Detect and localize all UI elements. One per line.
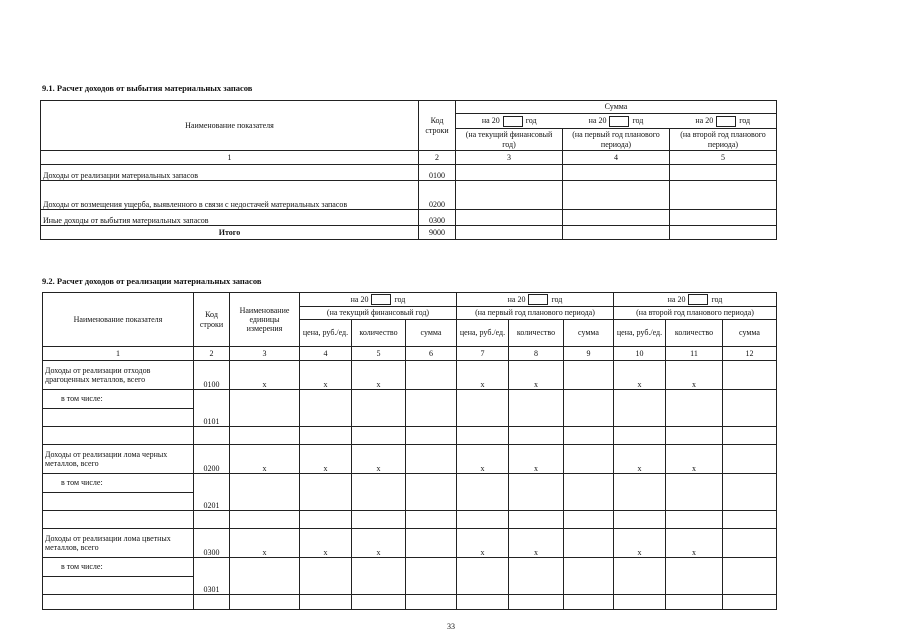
x-mark: x — [300, 361, 352, 390]
t2-cell[interactable] — [723, 390, 777, 427]
t2-cell[interactable] — [300, 558, 352, 595]
t2-cell[interactable] — [564, 427, 614, 445]
year-input-box[interactable] — [371, 294, 391, 305]
t2-sub-label: в том числе: — [43, 558, 194, 577]
t1-colnum: 5 — [670, 151, 777, 165]
t2-cell[interactable] — [230, 390, 300, 427]
t2-cell[interactable] — [194, 511, 230, 529]
t2-cell[interactable] — [300, 390, 352, 427]
t1-header-code: Код строки — [419, 101, 456, 151]
t2-h-price: цена, руб./ед. — [300, 320, 352, 347]
t2-cell[interactable] — [300, 511, 352, 529]
x-mark: x — [666, 529, 723, 558]
t2-cell[interactable] — [457, 390, 509, 427]
t2-cell[interactable] — [457, 511, 509, 529]
section-9-2-title: 9.2. Расчет доходов от реализации материальных запасов — [42, 276, 262, 286]
t2-cell[interactable] — [564, 558, 614, 595]
year-input-box[interactable] — [503, 116, 523, 127]
t2-colnum: 8 — [509, 347, 564, 361]
t2-cell[interactable] — [194, 595, 230, 610]
t2-colnum: 9 — [564, 347, 614, 361]
x-mark: x — [352, 361, 406, 390]
t1-period-1: (на текущий финансовый год) — [456, 129, 563, 151]
t2-header-code: Код строки — [194, 293, 230, 347]
table-9-1 — [40, 100, 777, 240]
t2-h-qty: количество — [509, 320, 564, 347]
t2-cell[interactable] — [300, 474, 352, 511]
x-mark: x — [509, 529, 564, 558]
t2-cell[interactable] — [300, 595, 352, 610]
t2-h-price: цена, руб./ед. — [614, 320, 666, 347]
t2-cell[interactable] — [43, 595, 194, 610]
t2-cell[interactable] — [194, 427, 230, 445]
t2-cell[interactable] — [723, 427, 777, 445]
t1-cell[interactable] — [563, 226, 670, 240]
x-mark: x — [614, 361, 666, 390]
t2-row-code: 0201 — [194, 474, 230, 511]
t2-cell[interactable] — [457, 595, 509, 610]
t2-cell[interactable] — [352, 595, 406, 610]
t2-header-unit: Наименование единицы измерения — [230, 293, 300, 347]
t2-header-name: Наименование показателя — [43, 293, 194, 347]
t2-year-2: на 20 год — [457, 293, 614, 307]
year-input-box[interactable] — [609, 116, 629, 127]
t2-cell[interactable] — [406, 474, 457, 511]
t1-cell[interactable] — [563, 181, 670, 210]
t2-cell[interactable] — [614, 558, 666, 595]
t2-cell[interactable] — [352, 511, 406, 529]
t2-cell[interactable] — [666, 474, 723, 511]
t2-cell[interactable] — [230, 558, 300, 595]
t2-colnum: 3 — [230, 347, 300, 361]
t2-cell[interactable] — [457, 558, 509, 595]
page-number: 33 — [447, 622, 455, 631]
year-input-box[interactable] — [688, 294, 708, 305]
t2-row-name: Доходы от реализации лома черных металлов, всего — [43, 445, 194, 474]
t2-colnum: 1 — [43, 347, 194, 361]
t2-h-qty: количество — [666, 320, 723, 347]
x-mark: x — [300, 529, 352, 558]
t2-cell[interactable] — [614, 390, 666, 427]
t1-period-3: (на второй год планового периода) — [670, 129, 777, 151]
t1-row-name: Иные доходы от выбытия материальных запасов — [41, 210, 419, 226]
t2-colnum: 5 — [352, 347, 406, 361]
t1-colnum: 2 — [419, 151, 456, 165]
t2-cell[interactable] — [406, 511, 457, 529]
t2-cell[interactable] — [406, 361, 457, 390]
t2-cell[interactable] — [564, 390, 614, 427]
t2-cell[interactable] — [457, 427, 509, 445]
t1-cell[interactable] — [563, 165, 670, 181]
t1-header-sum: Сумма — [456, 101, 777, 114]
t1-row-code: 0100 — [419, 165, 456, 181]
x-mark: x — [352, 529, 406, 558]
t2-row-code: 0301 — [194, 558, 230, 595]
t2-cell[interactable] — [723, 474, 777, 511]
x-mark: x — [230, 361, 300, 390]
t2-cell[interactable] — [300, 427, 352, 445]
t2-cell[interactable] — [509, 390, 564, 427]
t2-cell[interactable] — [564, 511, 614, 529]
table-9-2 — [42, 292, 777, 610]
x-mark: x — [457, 445, 509, 474]
t2-cell[interactable] — [43, 577, 194, 595]
t1-period-2: (на первый год планового периода) — [563, 129, 670, 151]
t2-row-code: 0200 — [194, 445, 230, 474]
t2-h-sum: сумма — [406, 320, 457, 347]
t2-cell[interactable] — [406, 529, 457, 558]
t1-cell[interactable] — [670, 181, 777, 210]
t2-sub-label: в том числе: — [43, 474, 194, 493]
t1-cell[interactable] — [456, 165, 563, 181]
t2-row-code: 0100 — [194, 361, 230, 390]
t2-colnum: 4 — [300, 347, 352, 361]
t1-cell[interactable] — [670, 165, 777, 181]
t2-cell[interactable] — [406, 595, 457, 610]
t2-cell[interactable] — [723, 361, 777, 390]
t2-h-price: цена, руб./ед. — [457, 320, 509, 347]
t1-row-name: Доходы от реализации материальных запасов — [41, 165, 419, 181]
t2-row-name: Доходы от реализации лома цветных металлов, всего — [43, 529, 194, 558]
x-mark: x — [666, 361, 723, 390]
t2-colnum: 11 — [666, 347, 723, 361]
t1-colnum: 1 — [41, 151, 419, 165]
t2-h-qty: количество — [352, 320, 406, 347]
t1-row-code: 0300 — [419, 210, 456, 226]
t1-year-3: на 20 год — [670, 114, 777, 129]
t2-period-3: (на второй год планового периода) — [614, 307, 777, 320]
x-mark: x — [457, 361, 509, 390]
t2-cell[interactable] — [666, 511, 723, 529]
t2-period-2: (на первый год планового периода) — [457, 307, 614, 320]
t2-cell[interactable] — [406, 445, 457, 474]
t2-cell[interactable] — [230, 474, 300, 511]
t1-header-name: Наименование показателя — [41, 101, 419, 151]
t2-cell[interactable] — [614, 427, 666, 445]
x-mark: x — [614, 445, 666, 474]
x-mark: x — [666, 445, 723, 474]
t2-cell[interactable] — [564, 474, 614, 511]
t2-cell[interactable] — [666, 595, 723, 610]
t2-cell[interactable] — [564, 361, 614, 390]
t2-cell[interactable] — [723, 595, 777, 610]
t2-cell[interactable] — [457, 474, 509, 511]
t1-cell[interactable] — [456, 226, 563, 240]
t2-cell[interactable] — [43, 493, 194, 511]
t2-year-3: на 20 год — [614, 293, 777, 307]
t2-year-1: на 20 год — [300, 293, 457, 307]
t2-row-name: Доходы от реализации отходов драгоценных металлов, всего — [43, 361, 194, 390]
t2-h-sum: сумма — [723, 320, 777, 347]
x-mark: x — [230, 529, 300, 558]
t2-cell[interactable] — [564, 529, 614, 558]
t2-cell[interactable] — [614, 595, 666, 610]
t2-cell[interactable] — [352, 558, 406, 595]
t2-cell[interactable] — [230, 427, 300, 445]
t2-row-code: 0101 — [194, 390, 230, 427]
t2-colnum: 12 — [723, 347, 777, 361]
t2-colnum: 7 — [457, 347, 509, 361]
t2-cell[interactable] — [406, 427, 457, 445]
t2-cell[interactable] — [723, 445, 777, 474]
t1-year-1: на 20 год — [456, 114, 563, 129]
x-mark: x — [300, 445, 352, 474]
t2-cell[interactable] — [352, 474, 406, 511]
t2-cell[interactable] — [43, 409, 194, 427]
t2-cell[interactable] — [352, 427, 406, 445]
t2-cell[interactable] — [509, 427, 564, 445]
t2-cell[interactable] — [614, 511, 666, 529]
t2-cell[interactable] — [43, 511, 194, 529]
t2-colnum: 10 — [614, 347, 666, 361]
t2-colnum: 2 — [194, 347, 230, 361]
t2-cell[interactable] — [666, 427, 723, 445]
t2-cell[interactable] — [564, 595, 614, 610]
t1-colnum: 4 — [563, 151, 670, 165]
t2-h-sum: сумма — [564, 320, 614, 347]
t2-cell[interactable] — [406, 390, 457, 427]
t2-cell[interactable] — [406, 558, 457, 595]
t2-cell[interactable] — [509, 558, 564, 595]
t1-cell[interactable] — [456, 210, 563, 226]
t2-cell[interactable] — [666, 558, 723, 595]
t1-cell[interactable] — [670, 210, 777, 226]
x-mark: x — [457, 529, 509, 558]
x-mark: x — [230, 445, 300, 474]
t2-cell[interactable] — [723, 529, 777, 558]
t2-cell[interactable] — [564, 445, 614, 474]
t1-total-code: 9000 — [419, 226, 456, 240]
x-mark: x — [352, 445, 406, 474]
t2-cell[interactable] — [614, 474, 666, 511]
t2-cell[interactable] — [723, 511, 777, 529]
t1-total-label: Итого — [41, 226, 419, 240]
t2-cell[interactable] — [352, 390, 406, 427]
x-mark: x — [509, 361, 564, 390]
t2-period-1: (на текущий финансовый год) — [300, 307, 457, 320]
t1-cell[interactable] — [563, 210, 670, 226]
t1-colnum: 3 — [456, 151, 563, 165]
t2-cell[interactable] — [723, 558, 777, 595]
t2-cell[interactable] — [230, 511, 300, 529]
t2-colnum: 6 — [406, 347, 457, 361]
t2-row-code: 0300 — [194, 529, 230, 558]
t2-cell[interactable] — [509, 511, 564, 529]
t2-cell[interactable] — [666, 390, 723, 427]
t2-cell[interactable] — [43, 427, 194, 445]
x-mark: x — [614, 529, 666, 558]
x-mark: x — [509, 445, 564, 474]
year-input-box[interactable] — [716, 116, 736, 127]
t1-cell[interactable] — [670, 226, 777, 240]
section-9-1-title: 9.1. Расчет доходов от выбытия материальных запасов — [42, 83, 253, 93]
t2-sub-label: в том числе: — [43, 390, 194, 409]
t1-cell[interactable] — [456, 181, 563, 210]
t2-cell[interactable] — [509, 595, 564, 610]
t1-row-name: Доходы от возмещения ущерба, выявленного в связи с недостачей материальных запасов — [41, 181, 419, 210]
t2-cell[interactable] — [230, 595, 300, 610]
t1-row-code: 0200 — [419, 181, 456, 210]
t1-year-2: на 20 год — [588, 116, 644, 126]
year-input-box[interactable] — [528, 294, 548, 305]
t2-cell[interactable] — [509, 474, 564, 511]
